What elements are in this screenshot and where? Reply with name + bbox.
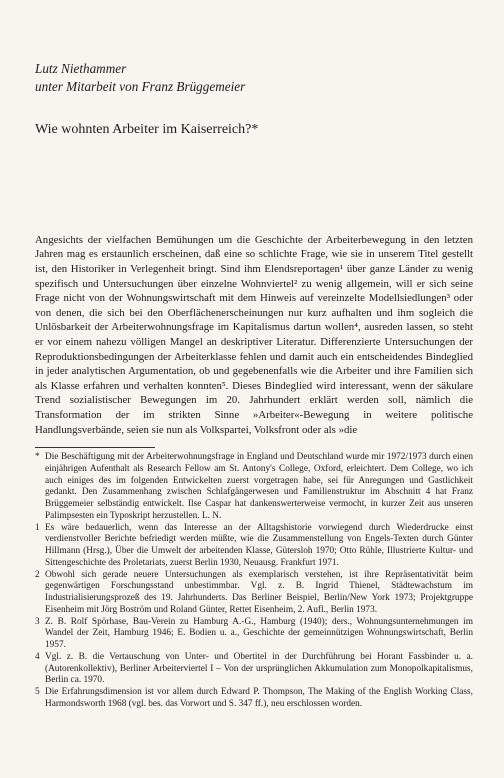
footnote-text: Es wäre bedauerlich, wenn das Interesse an der Alltagshistorie vorwiegend durch Wiederdrucke einst verdienstvoller Berichte befriedigt werden müßte, wie die Zusammenstellung von Engels-Texten durch Günter Hillmann (Hrsg.), Über die Umwelt der arbeitenden Klasse, Gütersloh 1970; Otto Rühle, Illustrierte Kultur- und Sittengeschichte des Proletariats, zuerst Berlin 1930, Neuausg. Frankfurt 1971.: [45, 522, 473, 568]
footnote-mark: 2: [35, 569, 40, 580]
footnote-mark: 4: [35, 651, 40, 662]
footnote-text: Die Erfahrungsdimension ist vor allem durch Edward P. Thompson, The Making of the English Working Class, Harmondsworth 1968 (vgl. bes. das Vorwort und S. 347 ff.), neu erschlossen worden.: [45, 687, 473, 709]
footnote-text: Obwohl sich gerade neuere Untersuchungen als exemplarisch verstehen, ist ihre Repräsentativität beim gegenwärtigen Forschungsstand unbestimmbar. Vgl. z. B. Ingrid Thienel, Städtewachstum im Industrialisierungsprozeß des 19. Jahrhunderts. Das Berliner Beispiel, Berlin/New York 1973; Projektgruppe Eisenheim mit Jörg Boström und Roland Günter, Rettet Eisenheim, 2. Aufl., Berlin 1973.: [45, 569, 473, 615]
footnote: [35, 652, 473, 687]
footnote-text: Z. B. Rolf Spörhase, Bau-Verein zu Hamburg A.-G., Hamburg (1940); ders., Wohnungsunternehmungen im Wandel der Zeit, Hamburg 1946; E. Bodien u. a., Geschichte der gemeinnützigen Wohnungswirtschaft, Berlin 1957.: [45, 616, 473, 650]
footnote-mark: 5: [35, 687, 40, 697]
footnote: [35, 687, 473, 711]
footnote-mark: *: [35, 452, 40, 462]
author-name: Lutz Niethammer: [35, 61, 127, 76]
footnote-text: Vgl. z. B. die Vertauschung von Unter- und Obertitel in der Durchführung bei Horant Fassbinder u. a. (Autorenkollektiv), Berliner Arbeiterviertel I – Von der ursprünglichen Akkumulation zum Monopolkapitalismus, Berlin ca. 1970.: [45, 651, 473, 686]
coauthor-line: unter Mitarbeit von Franz Brüggemeier: [35, 79, 246, 94]
footnote: [35, 523, 473, 570]
footnote-separator: [35, 447, 155, 448]
body-paragraph: Angesichts der vielfachen Bemühungen um die Geschichte der Arbeiterbewegung in den letzten Jahren mag es erstaunlich erscheinen, daß eine so schlichte Frage, wie sie in unserem Titel gestellt ist, den Historiker in Verlegenheit bringt. Sind ihm Elendsreportagen¹ über ganze Länder zu wenig spezifisch und Untersuchungen über einzelne Wohnviertel² zu wenig allgemein, will er sich seine Frage nicht von der Wohnungswirtschaft mit dem Hinweis auf vereinzelte Modellsiedlungen³ oder von denen, die sich bei den Oberflächenerscheinungen nur kurz aufhalten und ihm sogleich die Unlösbarkeit der Arbeiterwohnungsfrage im Kapitalismus dartun wollen⁴, ausreden lassen, so steht er vor einem nahezu völligen Mangel an deskriptiver Literatur. Differenzierte Untersuchungen der Reproduktionsbedingungen der Arbeiterklasse fehlen und damit auch ein entscheidendes Bindeglied in jeder analytischen Argumentation, ob und gegebenenfalls wie die Arbeiter und ihre Familien sich als Klasse erfahren und verhalten konnten⁵. Dieses Bindeglied wird interessant, wenn der säkulare Trend sozialistischer Bewegungen im 20. Jahrhundert erklärt werden soll, nämlich die Transformation der im strikten Sinne »Arbeiter«-Bewegung in weitere politische Handlungsverbände, seien sie nun als Volkspartei, Volksfront oder als »die: [35, 233, 473, 436]
footnote: [35, 452, 473, 523]
article-title: Wie wohnten Arbeiter im Kaiserreich?*: [35, 122, 259, 137]
footnote: [35, 617, 473, 652]
footnote-text: Die Beschäftigung mit der Arbeiterwohnungsfrage in England und Deutschland wurde mir 1972/1973 durch einen einjährigen Aufenthalt als Research Fellow am St. Antony's College, Oxford, erleichtert. Dem College, wo ich auch einiges des im folgenden Entwickelten zuerst vorgetragen habe, sei für Anregungen und Gastlichkeit gedankt. Den Zusammenhang zwischen Schlafgängerwesen und Familienstruktur im Abschnitt 4 hat Franz Brüggemeier selbständig entwickelt. Ilse Caspar hat dankenswerterweise vermocht, in kurzer Zeit aus unseren Palimpsesten ein Typoskript herzustellen. L. N.: [45, 452, 473, 521]
footnote-mark: 1: [35, 522, 40, 533]
footnotes: [35, 452, 473, 711]
footnote-mark: 3: [35, 616, 40, 627]
footnote: [35, 570, 473, 617]
